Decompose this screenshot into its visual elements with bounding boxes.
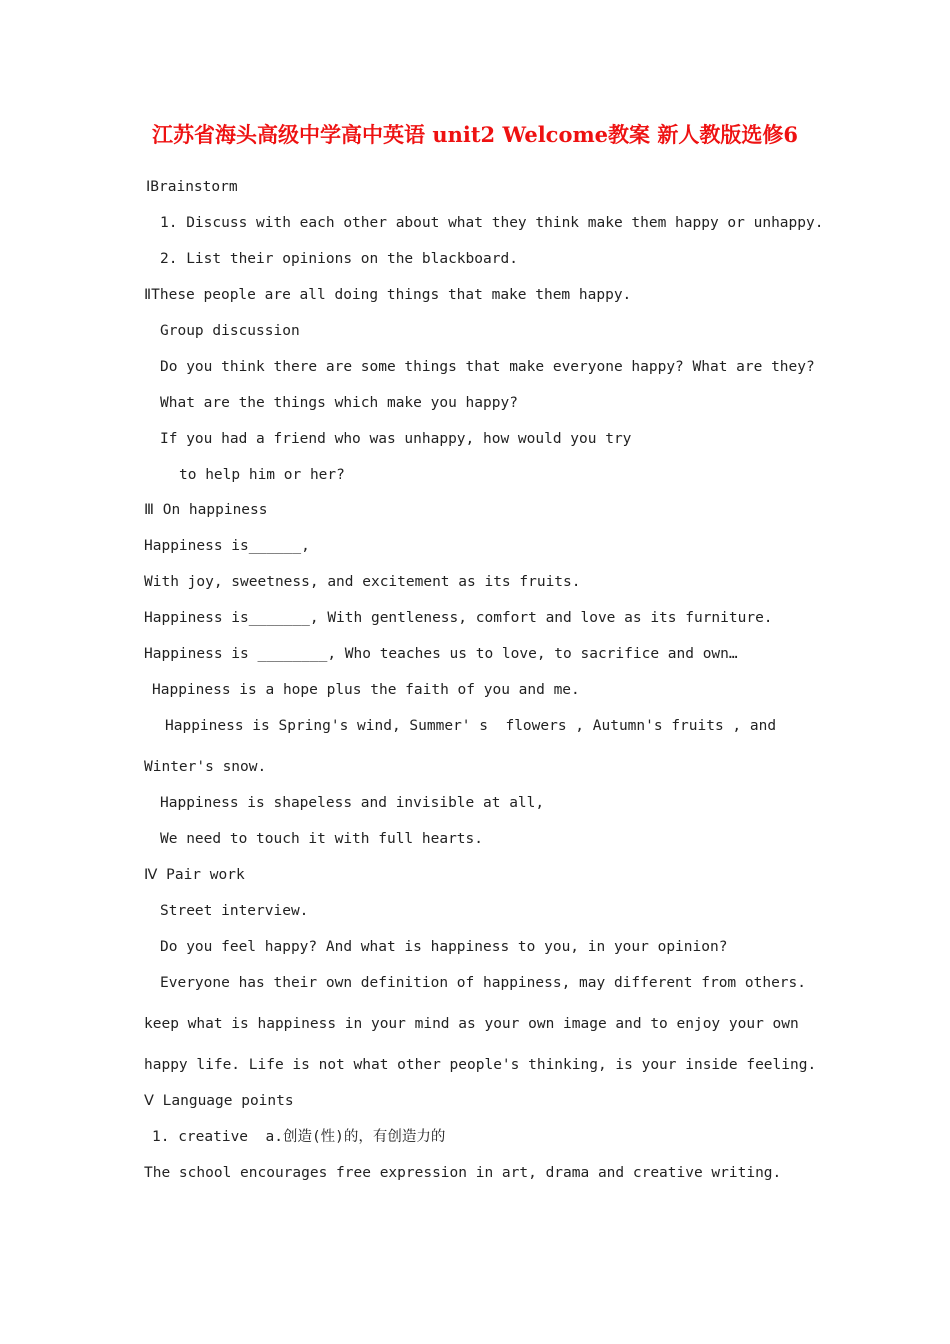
section-2-heading: ⅡThese people are all doing things that make them happy. (144, 287, 632, 303)
text-line: Winter's snow. (144, 759, 267, 775)
text-line: Happiness is Spring's wind, Summer' s flowers , Autumn's fruits , and (165, 718, 777, 734)
text-line: keep what is happiness in your mind as your own image and to enjoy your own (144, 1016, 799, 1032)
page-title: 江苏省海头高级中学高中英语 unit2 Welcome教案 新人教版选修6 (152, 122, 798, 147)
section-5-heading: Ⅴ Language points (144, 1093, 294, 1109)
text-line: 2. List their opinions on the blackboard. (160, 251, 518, 267)
text-line: Happiness is ________, Who teaches us to love, to sacrifice and own… (144, 646, 738, 662)
text-line: What are the things which make you happy? (160, 395, 518, 411)
section-3-heading: Ⅲ On happiness (144, 502, 268, 518)
text-line: We need to touch it with full hearts. (160, 831, 484, 847)
text-line: Happiness is a hope plus the faith of you and me. (152, 682, 580, 698)
text-line: 1. Discuss with each other about what they think make them happy or unhappy. (160, 215, 824, 231)
text-line: Street interview. (160, 903, 309, 919)
text-line: With joy, sweetness, and excitement as its fruits. (144, 574, 581, 590)
text-line: Happiness is shapeless and invisible at all, (160, 795, 545, 811)
text-line: Happiness is_______, With gentleness, comfort and love as its furniture. (144, 610, 773, 626)
text-line: If you had a friend who was unhappy, how would you try (160, 431, 632, 447)
section-1-heading: ⅠBrainstorm (146, 179, 238, 195)
text-line: Do you think there are some things that make everyone happy? What are they? (160, 359, 815, 375)
text-line: The school encourages free expression in art, drama and creative writing. (144, 1165, 782, 1181)
text-line: Happiness is______, (144, 538, 310, 554)
text-line: to help him or her? (179, 467, 345, 483)
text-line: 1. creative a.创造(性)的，有创造力的 (152, 1129, 446, 1145)
text-line: Do you feel happy? And what is happiness to you, in your opinion? (160, 939, 728, 955)
text-line: Everyone has their own definition of happiness, may different from others. (160, 975, 807, 991)
text-line: happy life. Life is not what other people's thinking, is your inside feeling. (144, 1057, 817, 1073)
section-4-heading: Ⅳ Pair work (144, 867, 245, 883)
text-line: Group discussion (160, 323, 300, 339)
